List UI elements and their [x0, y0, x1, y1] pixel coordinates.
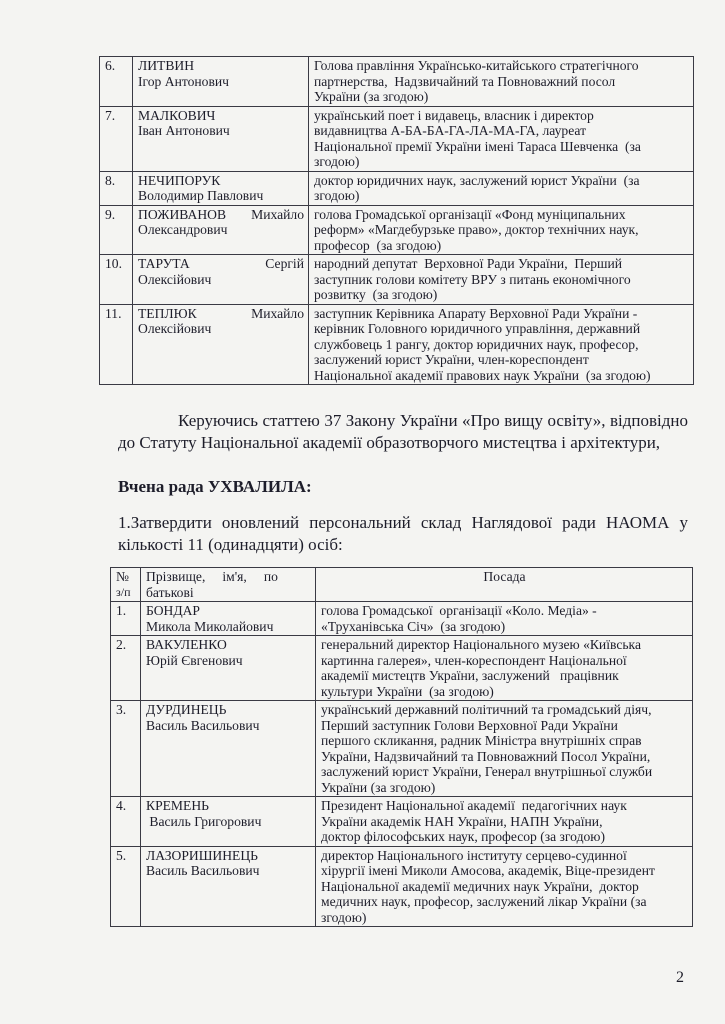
position-line: український державний політичний та громадський діяч, — [321, 702, 652, 717]
person-name-cell — [141, 797, 316, 847]
supervisory-board-table — [110, 567, 693, 927]
row-number: 3. — [116, 702, 127, 717]
page-number: 2 — [676, 969, 684, 986]
position-line: згодою) — [314, 154, 360, 169]
position-cell — [309, 57, 694, 107]
row-number: 4. — [116, 798, 127, 813]
position-line: згодою) — [321, 909, 367, 925]
position-line: Перший заступник Голови Верховної Ради України — [321, 717, 618, 733]
position-line: український поет і видавець, власник і директор — [314, 107, 594, 123]
patronymic: Олексійович — [138, 271, 212, 287]
name-line — [138, 306, 304, 322]
row-number: 10. — [105, 256, 122, 271]
header-number-label: № — [116, 569, 129, 584]
person-name-cell — [133, 106, 309, 171]
row-number-cell — [100, 304, 133, 385]
table-body — [111, 602, 693, 927]
surname: МАЛКОВИЧ — [138, 107, 216, 123]
position-line: видавництва А-БА-БА-ГА-ЛА-МА-ГА, лауреат — [314, 123, 587, 138]
position-line: генеральний директор Національного музею «Київська — [321, 637, 641, 652]
position-line: Національної академії медичних наук України, доктор — [321, 878, 639, 894]
surname: ВАКУЛЕНКО — [146, 637, 227, 652]
position-line: України (за згодою) — [314, 89, 429, 104]
table-body — [100, 57, 694, 385]
position-line: розвитку (за згодою) — [314, 287, 438, 302]
position-line: директор Національного інституту серцево-судинної — [321, 847, 627, 863]
position-line: заслужений юрист України, Генерал внутрішньої служби — [321, 764, 653, 779]
position-line: голова Громадської організації «Фонд муніципальних — [314, 206, 626, 222]
position-line: картинна галерея», член-кореспондент Національної — [321, 652, 627, 668]
given-name: Василь Васильович — [146, 717, 260, 733]
header-number-label: з/п — [116, 584, 131, 599]
position-line: Президент Національної академії педагогічних наук — [321, 798, 627, 813]
row-number: 11. — [105, 305, 122, 321]
position-line: голова Громадської організації «Коло. Медіа» - — [321, 603, 597, 618]
position-line: партнерства, Надзвичайний та Повноважний посол — [314, 73, 616, 89]
position-line: реформ» «Магдебурзьке право», доктор технічних наук, — [314, 222, 639, 237]
position-line: першого скликання, радник Міністра внутрішніх справ — [321, 733, 642, 748]
person-name-cell — [141, 701, 316, 797]
position-line: доктор філософських наук, професор (за згодою) — [321, 829, 605, 844]
surname: ДУРДИНЕЦЬ — [146, 702, 227, 717]
person-name-cell — [133, 205, 309, 255]
position-line: заступник голови комітету ВРУ з питань економічного — [314, 271, 631, 287]
position-cell — [316, 602, 693, 636]
position-line: Національної академії правових наук України (за згодою) — [314, 367, 651, 383]
row-number-cell — [100, 57, 133, 107]
header-name-label: батькові — [146, 584, 194, 600]
position-line: «Труханівська Січ» (за згодою) — [321, 618, 506, 634]
row-number-cell — [111, 602, 141, 636]
patronymic: Олексійович — [138, 321, 212, 336]
header-position-label: Посада — [483, 569, 526, 584]
given-name: Ігор Антонович — [138, 73, 230, 89]
row-number-cell — [100, 171, 133, 205]
name-line — [138, 207, 304, 223]
row-number-cell — [111, 701, 141, 797]
person-name-cell — [141, 846, 316, 927]
position-cell — [309, 255, 694, 305]
table-row — [111, 846, 693, 927]
header-name-label: Прізвище, ім'я, по — [146, 569, 278, 584]
surname: ТАРУТА — [138, 256, 190, 271]
table-row — [111, 636, 693, 701]
person-name-cell — [133, 171, 309, 205]
row-number: 5. — [116, 847, 127, 863]
given-name: Микола Миколайович — [146, 618, 274, 634]
table-row — [111, 701, 693, 797]
paragraph-line: Керуючись статтею 37 Закону України «Про вищу освіту», відповідно — [178, 411, 688, 430]
surname: ТЕПЛЮК — [138, 305, 197, 321]
row-number: 7. — [105, 107, 116, 123]
row-number-cell — [111, 797, 141, 847]
name-line — [138, 256, 304, 272]
row-number-cell — [111, 846, 141, 927]
row-number: 9. — [105, 206, 116, 222]
first-name: Михайло — [251, 305, 304, 321]
position-cell — [316, 701, 693, 797]
position-line: Національної премії України імені Тараса Шевченка (за — [314, 138, 641, 154]
resolution-heading: Вчена рада УХВАЛИЛА: — [118, 477, 312, 496]
row-number-cell — [100, 205, 133, 255]
position-line: України (за згодою) — [321, 779, 436, 795]
first-name: Михайло — [251, 206, 304, 222]
position-line: культури України (за згодою) — [321, 683, 494, 699]
position-cell — [316, 797, 693, 847]
surname: ЛИТВИН — [138, 58, 195, 73]
table-row — [100, 106, 694, 171]
position-line: керівник Головного юридичного управління, державний — [314, 321, 641, 336]
table-row — [100, 255, 694, 305]
surname: ЛАЗОРИШИНЕЦЬ — [146, 847, 258, 863]
surname: НЕЧИПОРУК — [138, 172, 221, 188]
row-number: 1. — [116, 603, 127, 618]
given-name: Іван Антонович — [138, 123, 230, 138]
table-header-row — [111, 568, 693, 602]
row-number-cell — [100, 106, 133, 171]
header-position-cell — [316, 568, 693, 602]
person-name-cell — [133, 255, 309, 305]
given-name: Василь Григорович — [146, 813, 262, 829]
resolution-item-paragraph — [118, 512, 688, 556]
position-cell — [309, 304, 694, 385]
position-cell — [309, 106, 694, 171]
row-number: 2. — [116, 637, 127, 652]
row-number: 6. — [105, 58, 116, 73]
position-line: доктор юридичних наук, заслужений юрист України (за — [314, 172, 640, 188]
surname: ПОЖИВАНОВ — [138, 206, 227, 222]
position-line: медичних наук, професор, заслужений лікар України (за — [321, 894, 647, 909]
person-name-cell — [133, 304, 309, 385]
position-line: Голова правління Українсько-китайського стратегічного — [314, 58, 639, 73]
council-members-table-continued — [99, 56, 694, 385]
patronymic: Олександрович — [138, 222, 228, 237]
paragraph-line: до Статуту Національної академії образотворчого мистецтва і архітектури, — [118, 433, 661, 452]
first-name: Сергій — [265, 256, 304, 271]
header-number-cell — [111, 568, 141, 602]
paragraph-line: кількості 11 (одинадцяти) осіб: — [118, 535, 343, 554]
position-cell — [316, 636, 693, 701]
position-cell — [309, 171, 694, 205]
row-number: 8. — [105, 172, 116, 188]
position-line: академії мистецтв України, заслужений працівник — [321, 668, 619, 683]
person-name-cell — [141, 636, 316, 701]
given-name: Василь Васильович — [146, 863, 260, 878]
table-row — [100, 205, 694, 255]
given-name: Володимир Павлович — [138, 188, 264, 203]
surname: КРЕМЕНЬ — [146, 798, 209, 813]
paragraph-line: 1.Затвердити оновлений персональний склад Наглядової ради НАОМА у — [118, 513, 688, 532]
table-row — [111, 797, 693, 847]
table-row — [100, 57, 694, 107]
legal-basis-paragraph — [118, 410, 688, 454]
person-name-cell — [133, 57, 309, 107]
position-line: України, Надзвичайний та Повноважний Посол України, — [321, 748, 651, 764]
table-row — [100, 171, 694, 205]
header-name-cell — [141, 568, 316, 602]
position-line: згодою) — [314, 188, 360, 203]
position-line: заслужений юрист України, член-кореспондент — [314, 352, 589, 367]
position-line: заступник Керівника Апарату Верховної Ради України - — [314, 305, 638, 321]
position-cell — [316, 846, 693, 927]
position-line: хірургії імені Миколи Амосова, академік, Віце-президент — [321, 863, 655, 878]
table-row — [100, 304, 694, 385]
position-line: службовець 1 рангу, доктор юридичних наук, професор, — [314, 336, 639, 352]
position-line: професор (за згодою) — [314, 237, 442, 253]
row-number-cell — [100, 255, 133, 305]
position-cell — [309, 205, 694, 255]
surname: БОНДАР — [146, 603, 200, 618]
table-row — [111, 602, 693, 636]
given-name: Юрій Євгенович — [146, 652, 243, 668]
row-number-cell — [111, 636, 141, 701]
position-line: України академік НАН України, НАПН України, — [321, 813, 603, 829]
position-line: народний депутат Верховної Ради України, Перший — [314, 256, 623, 271]
person-name-cell — [141, 602, 316, 636]
